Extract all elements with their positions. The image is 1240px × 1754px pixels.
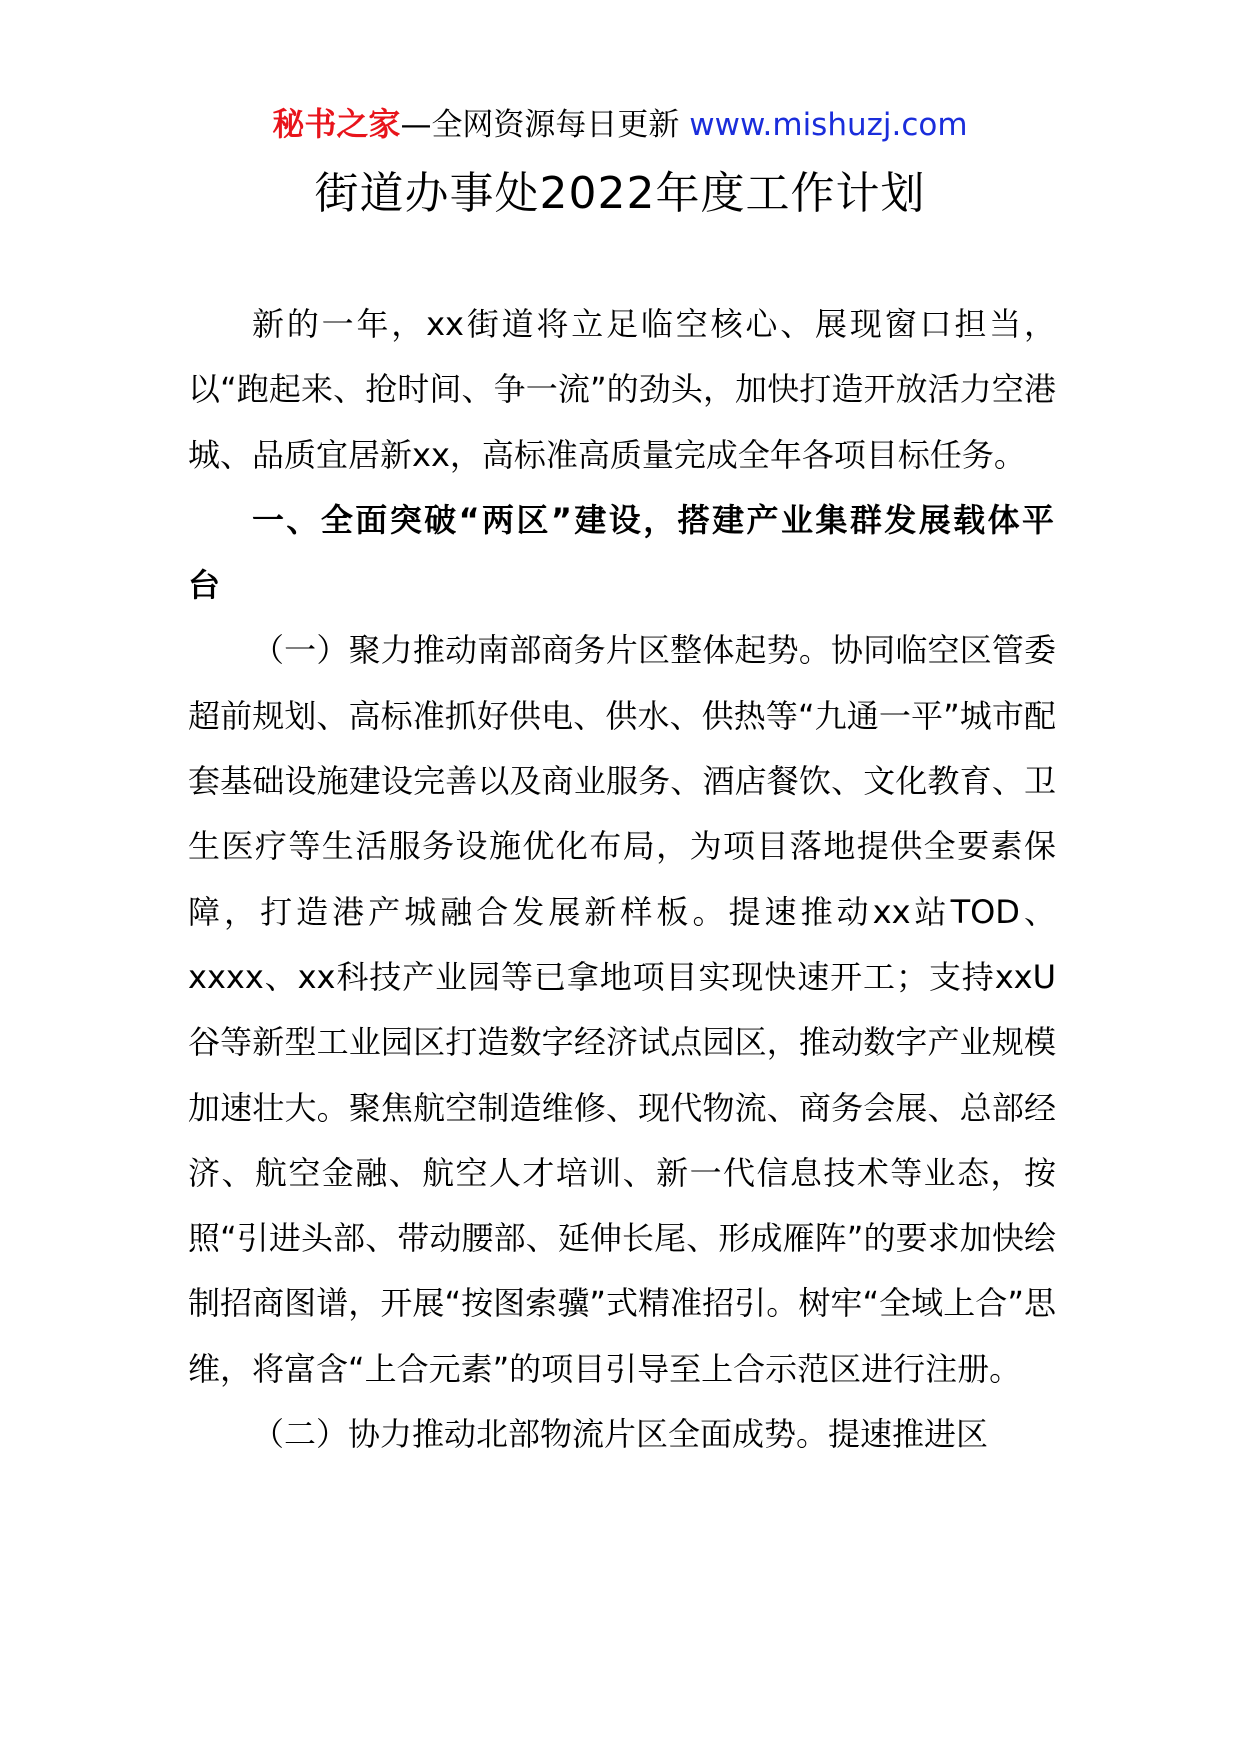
document-title: 街道办事处2022年度工作计划 bbox=[314, 168, 926, 219]
subsection-paragraph-2: （二）协力推动北部物流片区全面成势。提速推进区 bbox=[252, 1415, 989, 1454]
document-body bbox=[188, 292, 1056, 1467]
source-banner bbox=[0, 100, 1240, 149]
banner-url-link[interactable]: www.mishuzj.com bbox=[689, 107, 968, 143]
intro-paragraph: 新的一年，xx街道将立足临空核心、展现窗口担当，以“跑起来、抢时间、争一流”的劲头，加快打造开放活力空港城、品质宜居新xx，高标准高质量完成全年各项目标任务。 bbox=[188, 305, 1056, 474]
section-heading-1: 一、全面突破“两区”建设，搭建产业集群发展载体平台 bbox=[188, 500, 1056, 605]
banner-brand: 秘书之家 bbox=[272, 105, 401, 143]
banner-tagline: —全网资源每日更新 bbox=[400, 107, 680, 143]
subsection-paragraph-1: （一）聚力推动南部商务片区整体起势。协同临空区管委超前规划、高标准抓好供电、供水、供热等“九通一平”城市配套基础设施建设完善以及商业服务、酒店餐饮、文化教育、卫生医疗等生活服务设施优化布局，为项目落地提供全要素保障，打造港产城融合发展新样板。提速推动xx站TOD、xxxx、xx科技产业园等已拿地项目实现快速开工；支持xxU谷等新型工业园区打造数字经济试点园区，推动数字产业规模加速壮大。聚焦航空制造维修、现代物流、商务会展、总部经济、航空金融、航空人才培训、新一代信息技术等业态，按照“引进头部、带动腰部、延伸长尾、形成雁阵”的要求加快绘制招商图谱，开展“按图索骥”式精准招引。树牢“全域上合”思维，将富含“上合元素”的项目引导至上合示范区进行注册。 bbox=[188, 631, 1056, 1388]
